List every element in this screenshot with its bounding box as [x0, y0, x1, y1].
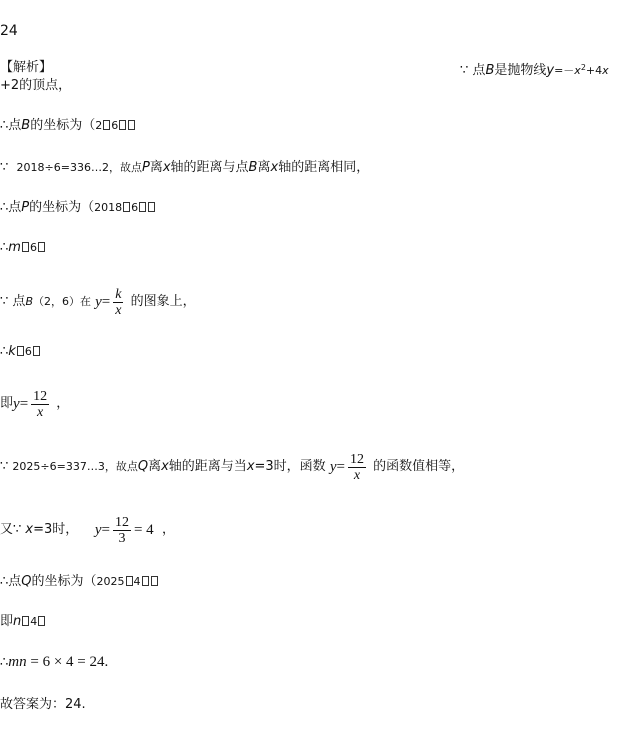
text: （2，6）在 [32, 295, 91, 308]
variable: x [246, 459, 255, 474]
variable: m [8, 240, 21, 255]
text: 的坐标为（ [29, 200, 95, 215]
premise-vertex-cont [0, 78, 71, 94]
point-label: B [248, 160, 258, 175]
text: 离 [149, 160, 163, 175]
text: 的函数值相等， [373, 459, 465, 474]
expression: = 6 × 4 = 24. [26, 654, 109, 670]
text: =－ [554, 64, 575, 77]
numerator: k [115, 286, 122, 302]
line-q-period [0, 447, 464, 487]
text: ， [161, 522, 175, 537]
line-function [0, 384, 69, 424]
point-label: B [21, 118, 31, 133]
value: 6 [29, 241, 37, 254]
denominator: x [115, 302, 122, 318]
text: 的坐标为（ [30, 118, 96, 133]
variable: x [602, 64, 609, 77]
text: = 4 [133, 522, 154, 538]
text: +2的顶点， [0, 78, 72, 93]
point-label: P [21, 200, 30, 215]
text: 离 [257, 160, 271, 175]
text: ∴点 [0, 200, 22, 215]
line-p-coord [0, 200, 156, 216]
variable: y [94, 522, 102, 538]
text: =3时，函数 [254, 459, 326, 474]
variable: x [574, 64, 581, 77]
text: 是抛物线 [494, 63, 547, 78]
line-q-coord [0, 574, 159, 590]
variable: x [161, 459, 169, 474]
because-symbol: ∵ [0, 160, 9, 175]
missing-glyph-icon [119, 120, 126, 130]
variable: y [13, 396, 20, 412]
variable: x [25, 522, 34, 537]
line-period [0, 160, 369, 176]
because-symbol: ∵ [460, 63, 469, 78]
text: 轴的距离与当 [168, 459, 247, 474]
point-label: B [485, 63, 495, 78]
point-label: B [25, 295, 33, 308]
missing-glyph-icon [33, 346, 40, 356]
variable: y [546, 63, 555, 78]
text: 的图象上， [130, 294, 196, 309]
missing-glyph-icon [151, 576, 158, 586]
line-b-coord [0, 118, 136, 134]
line-m-value [0, 240, 46, 256]
solution-heading [0, 60, 52, 76]
variable: x [162, 160, 171, 175]
denominator: x [353, 467, 361, 483]
text: 点 [12, 294, 26, 309]
numerator: 12 [114, 514, 129, 530]
text: =3时， [33, 522, 79, 537]
text: 点 [472, 63, 486, 78]
variable: k [8, 344, 16, 359]
line-substitute [0, 510, 175, 550]
question-number: 24 [0, 23, 18, 39]
missing-glyph-icon [126, 576, 133, 586]
text: ∴点 [0, 574, 22, 589]
fraction [348, 452, 366, 483]
missing-glyph-icon [22, 616, 29, 626]
text: = [19, 396, 29, 412]
missing-glyph-icon [139, 202, 146, 212]
missing-glyph-icon [148, 202, 155, 212]
text: ∴ [0, 655, 9, 670]
text: +4 [585, 64, 603, 77]
text: ， [56, 396, 70, 411]
denominator: 3 [118, 530, 126, 546]
text: 2018÷6=336…2，故点 [16, 161, 142, 174]
missing-glyph-icon [142, 576, 149, 586]
line-point-on-curve [0, 282, 196, 322]
expression: mn [8, 654, 27, 670]
text: = [101, 294, 111, 310]
value: 6 [111, 119, 119, 132]
point-label: P [141, 160, 150, 175]
variable: n [13, 614, 22, 629]
final-answer: 故答案为：24. [0, 697, 86, 712]
text: 即 [0, 396, 14, 411]
missing-glyph-icon [17, 346, 24, 356]
because-symbol: ∵ [0, 459, 9, 474]
text: 轴的距离相同， [278, 160, 370, 175]
missing-glyph-icon [128, 120, 135, 130]
because-symbol: ∵ [0, 294, 9, 309]
missing-glyph-icon [103, 120, 110, 130]
line-n-value [0, 614, 46, 630]
variable: x [270, 160, 279, 175]
missing-glyph-icon [123, 202, 130, 212]
value: 2 [95, 119, 103, 132]
text: = [101, 522, 110, 538]
exponent: 2 [580, 63, 586, 72]
value: 4 [133, 575, 141, 588]
text: 的坐标为（ [31, 574, 97, 589]
analysis-label: 【解析】 [0, 60, 53, 75]
missing-glyph-icon [22, 242, 29, 252]
text: ∴点 [0, 118, 22, 133]
value: 2025 [96, 575, 125, 588]
line-k-value [0, 344, 41, 360]
text: = [336, 459, 345, 475]
text: ∴ [0, 240, 9, 255]
text: 又∵ [0, 522, 22, 537]
variable: y [95, 294, 102, 310]
line-product [0, 654, 108, 671]
text: 离 [148, 459, 162, 474]
text: 轴的距离与点 [170, 160, 249, 175]
value: 4 [30, 615, 38, 628]
fraction [31, 389, 49, 420]
fraction [113, 515, 131, 546]
premise-vertex [460, 60, 609, 79]
missing-glyph-icon [38, 616, 45, 626]
text: ∴ [0, 344, 9, 359]
numerator: 12 [33, 388, 48, 404]
denominator: x [37, 404, 44, 420]
point-label: Q [21, 574, 32, 589]
point-label: Q [137, 459, 149, 474]
missing-glyph-icon [38, 242, 45, 252]
text: 2025÷6=337…3，故点 [12, 460, 138, 473]
value: 6 [131, 201, 139, 214]
fraction [113, 287, 123, 318]
value: 6 [24, 345, 32, 358]
variable: y [329, 459, 337, 475]
numerator: 12 [349, 451, 364, 467]
text: 即 [0, 614, 14, 629]
value: 2018 [94, 201, 123, 214]
